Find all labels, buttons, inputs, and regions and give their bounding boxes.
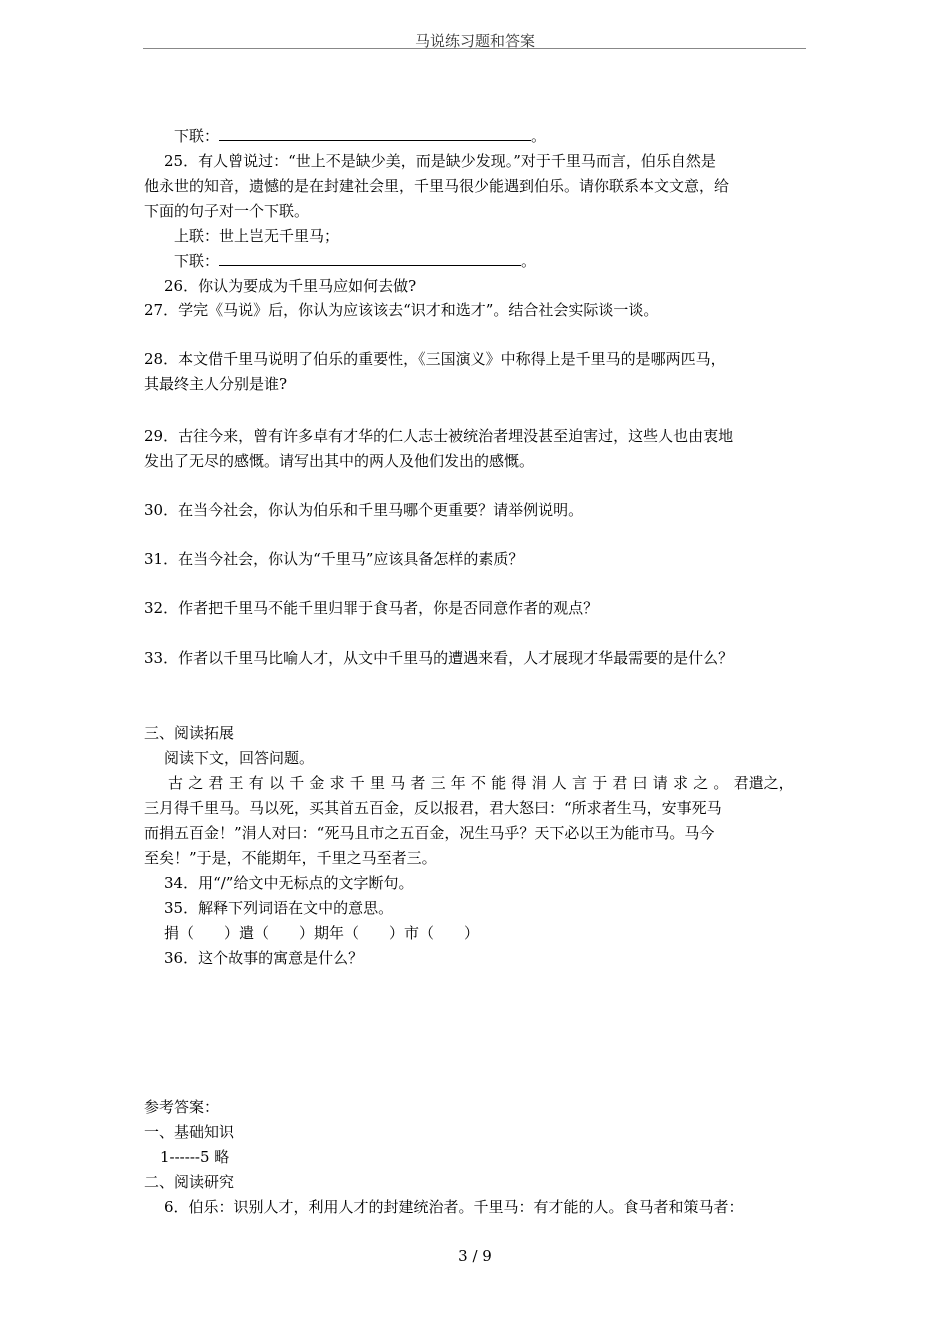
passage-line: 三月得千里马。马以死，买其首五百金，反以报君，君大怒曰：“所求者生马，安事死马 — [144, 799, 722, 817]
answer-line: 1------5 略 — [160, 1148, 230, 1166]
question-31: 31．在当今社会，你认为“千里马”应该具备怎样的素质？ — [144, 550, 524, 568]
couplet-label: 下联： — [174, 127, 220, 145]
page-number: 3 / 9 — [458, 1247, 492, 1265]
header-divider — [143, 48, 806, 49]
question-34: 34．用“/”给文中无标点的文字断句。 — [164, 874, 414, 892]
couplet-end: 。 — [531, 127, 547, 145]
couplet-end: 。 — [521, 252, 537, 270]
paragraph-line: 其最终主人分别是谁? — [144, 375, 288, 393]
answers-heading: 参考答案： — [144, 1098, 220, 1116]
question-33: 33．作者以千里马比喻人才，从文中千里马的遭遇来看，人才展现才华最需要的是什么？ — [144, 649, 734, 667]
section-heading: 二、阅读研究 — [144, 1173, 235, 1191]
couplet-upper: 上联：世上岂无千里马； — [174, 227, 340, 245]
question-36: 36．这个故事的寓意是什么？ — [164, 949, 364, 967]
couplet-label: 下联： — [174, 252, 220, 270]
word-blanks: 捐（ ）遣（ ）期年（ ）市（ ） — [164, 924, 480, 942]
answer-blank — [219, 126, 531, 141]
question-32: 32．作者把千里马不能千里归罪于食马者，你是否同意作者的观点？ — [144, 599, 599, 617]
question-26: 26．你认为要成为千里马应如何去做? — [164, 277, 417, 295]
section-heading: 一、基础知识 — [144, 1123, 235, 1141]
question-27: 27．学完《马说》后，你认为应该该去“识才和选才”。结合社会实际谈一谈。 — [144, 301, 659, 319]
passage-line: 而捐五百金！”涓人对曰：“死马且市之五百金，况生马乎？天下必以王为能市马。马今 — [144, 824, 715, 842]
question-30: 30．在当今社会，你认为伯乐和千里马哪个更重要？请举例说明。 — [144, 501, 584, 519]
passage-line: 至矣！”于是，不能期年，千里之马至者三。 — [144, 849, 437, 867]
section-heading: 三、阅读拓展 — [144, 724, 235, 742]
paragraph-line: 下面的句子对一个下联。 — [144, 202, 310, 220]
question-29: 29．古往今来，曾有许多卓有才华的仁人志士被统治者埋没甚至迫害过，这些人也由衷地 — [144, 427, 734, 445]
line-l01 — [174, 126, 546, 146]
unpunctuated-text: 古之君王有以千金求千里马者三年不能得涓人言于君曰请求之。 — [168, 774, 734, 792]
paragraph-line: 他永世的知音，遗憾的是在封建社会里，千里马很少能遇到伯乐。请你联系本文文意，给 — [144, 177, 730, 195]
line-l06 — [174, 251, 536, 271]
passage-text: 君遣之， — [733, 774, 794, 792]
answer-line: 6．伯乐：识别人才，利用人才的封建统治者。千里马：有才能的人。食马者和策马者： — [164, 1198, 744, 1216]
question-25: 25．有人曾说过：“世上不是缺少美，而是缺少发现。”对于千里马而言，伯乐自然是 — [164, 152, 716, 170]
question-28: 28．本文借千里马说明了伯乐的重要性，《三国演义》中称得上是千里马的是哪两匹马， — [144, 350, 726, 368]
instruction: 阅读下文，回答问题。 — [164, 749, 315, 767]
question-35: 35．解释下列词语在文中的意思。 — [164, 899, 394, 917]
passage-line-1 — [168, 773, 794, 793]
paragraph-line: 发出了无尽的感慨。请写出其中的两人及他们发出的感慨。 — [144, 452, 535, 470]
answer-blank — [219, 251, 521, 266]
page-header-title: 马说练习题和答案 — [414, 32, 535, 50]
